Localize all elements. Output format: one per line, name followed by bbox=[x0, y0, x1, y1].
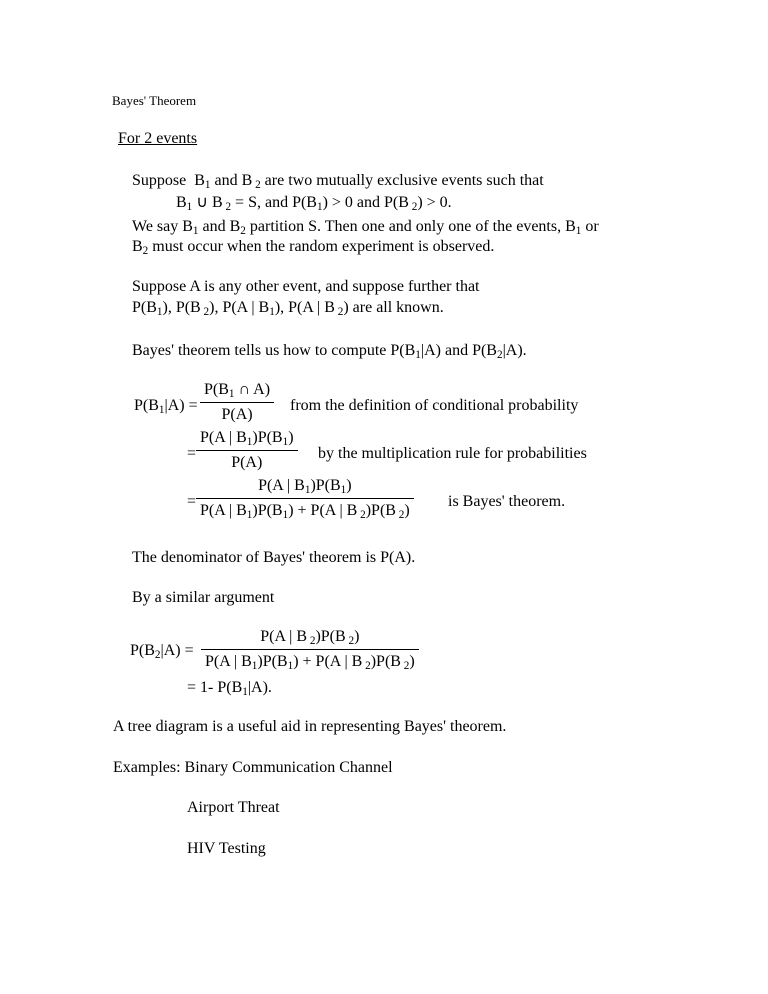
tree-diagram-note: A tree diagram is a useful aid in representing Bayes' theorem. bbox=[113, 718, 507, 735]
b1-and-b2-expr: $B_1$ and B $_2$ bbox=[190, 172, 261, 191]
goal-line: Bayes' theorem tells us how to compute $P(B_1|A)$ and $P(B_2|A)$. bbox=[132, 342, 527, 361]
intro-line-3: $B_2$ must occur when the random experiment is observed. bbox=[132, 238, 495, 257]
partition-condition: $B_1$ ∪ B $_2$ = S, and $P(B_1) > 0$ and P(B $_2$) > 0. bbox=[176, 194, 452, 213]
equals-sign: = bbox=[187, 493, 197, 510]
document-title: Bayes' Theorem bbox=[112, 93, 197, 108]
intro-line-1-text: are two mutually exclusive events such that bbox=[264, 172, 544, 189]
fraction-step-1: $P(B_1$ ∩ A) P(A) bbox=[200, 381, 274, 424]
step-3-note: is Bayes' theorem. bbox=[448, 493, 566, 510]
fraction-step-2: P(A | $B_1)P(B_1)$ P(A) bbox=[196, 429, 298, 472]
example-airport-threat: Airport Threat bbox=[187, 799, 280, 816]
suppose-word: Suppose bbox=[132, 172, 187, 189]
derivation-lhs: $P(B_1|A)$ = bbox=[134, 397, 198, 416]
example-hiv-testing: HIV Testing bbox=[187, 840, 266, 857]
second-lhs: $P(B_2|A)$ = bbox=[130, 642, 194, 661]
intro-line-2: We say $B_1$ and $B_2$ partition S. Then one and only one of the events, $B_1$ or bbox=[132, 218, 599, 237]
intro-line-4: Suppose A is any other event, and suppose further that bbox=[132, 278, 480, 295]
section-heading: For 2 events bbox=[118, 130, 198, 147]
denominator-note: The denominator of Bayes' theorem is P(A). bbox=[132, 549, 416, 566]
step-2-note: by the multiplication rule for probabilities bbox=[318, 445, 587, 462]
fraction-b2: P(A | B $_2$)P(B $_2$) P(A | $B_1)P(B_1) + P(A$ | B $_2$)P(B $_2$) bbox=[201, 628, 419, 671]
similar-argument: By a similar argument bbox=[132, 589, 275, 606]
examples-label: Examples: Binary Communication Channel bbox=[113, 759, 393, 776]
intro-line-1 bbox=[132, 173, 544, 189]
complement-result: = 1- $P(B_1|A)$. bbox=[187, 679, 272, 698]
known-probabilities: $P(B_1)$, P(B $_2$), P(A | $B_1$), P(A | B $_2$) are all known. bbox=[132, 299, 444, 318]
equals-sign: = bbox=[187, 445, 197, 462]
step-1-note: from the definition of conditional probability bbox=[290, 397, 579, 414]
fraction-bayes: P(A | $B_1)P(B_1)$ P(A | $B_1)P(B_1) + P(A$ | B $_2$)P(B $_2$) bbox=[196, 477, 414, 520]
